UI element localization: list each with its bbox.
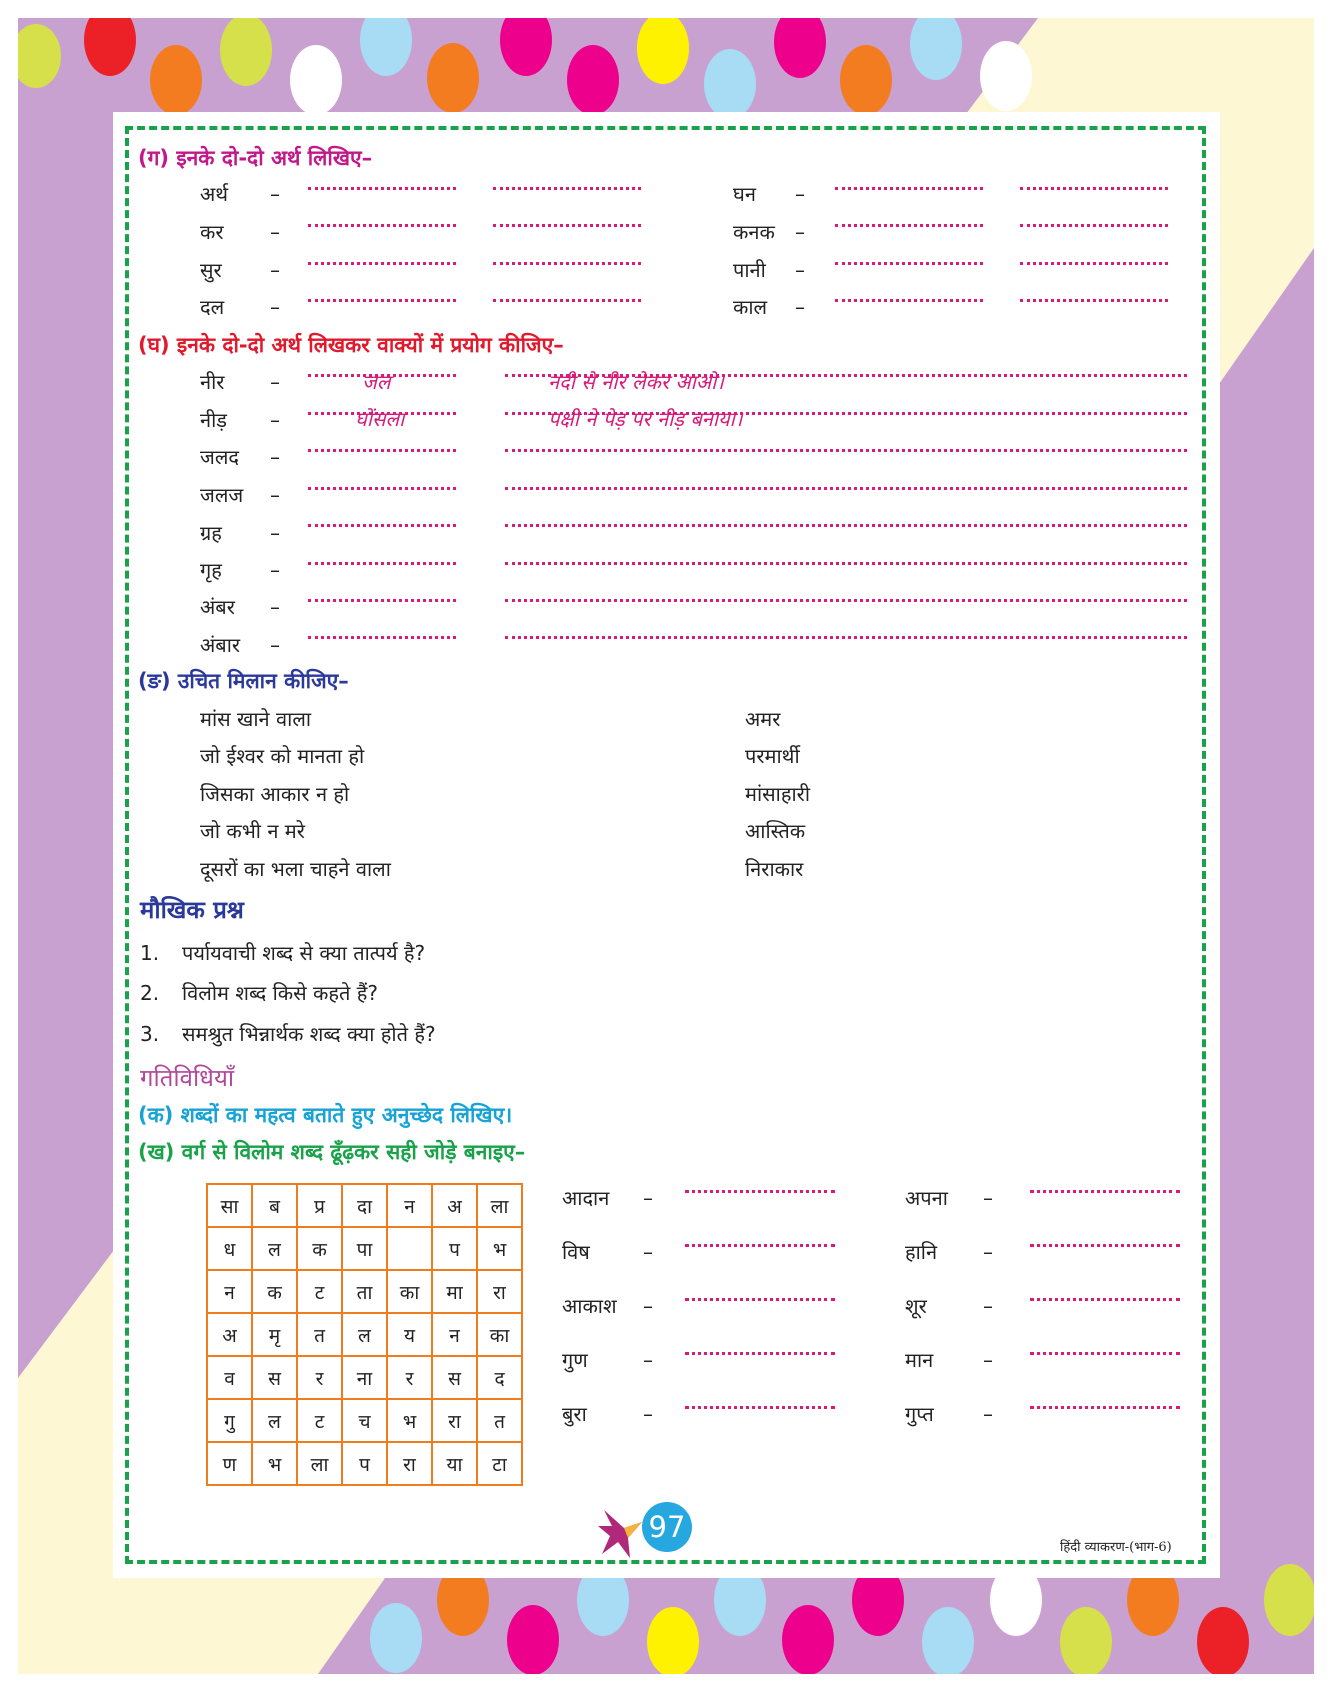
answer-blank[interactable]	[493, 187, 641, 190]
word: नीड़	[200, 408, 227, 432]
grid-cell[interactable]: ण	[207, 1442, 252, 1485]
sentence-blank[interactable]	[505, 449, 1187, 452]
grid-cell[interactable]: गु	[207, 1399, 252, 1442]
grid-cell[interactable]: र	[297, 1356, 342, 1399]
dash: –	[983, 1348, 993, 1372]
dash: –	[795, 220, 805, 244]
word: ग्रह	[200, 521, 222, 545]
antonym-blank[interactable]	[1030, 1190, 1180, 1193]
antonym-blank[interactable]	[685, 1298, 835, 1301]
answer-blank[interactable]	[493, 262, 641, 265]
dash: –	[270, 633, 280, 657]
grid-cell[interactable]: ना	[342, 1356, 387, 1399]
dash: –	[795, 258, 805, 282]
dash: –	[270, 558, 280, 582]
antonym-word: आकाश	[562, 1294, 617, 1318]
word: जलज	[200, 483, 244, 507]
word: गृह	[200, 558, 222, 582]
dash: –	[270, 220, 280, 244]
word: नीर	[200, 370, 225, 394]
grid-cell[interactable]: त	[477, 1399, 522, 1442]
antonym-word: गुप्त	[905, 1402, 934, 1426]
antonym-word: मान	[905, 1348, 934, 1372]
grid-cell[interactable]: प	[342, 1442, 387, 1485]
dash: –	[270, 595, 280, 619]
handwritten-sentence: पक्षी ने पेड़ पर नीड़ बनाया।	[548, 407, 743, 431]
dash: –	[643, 1348, 653, 1372]
dash: –	[270, 258, 280, 282]
question-number: 3.	[140, 1022, 160, 1046]
match-left-item: जो ईश्वर को मानता हो	[200, 744, 365, 768]
grid-cell[interactable]: टा	[477, 1442, 522, 1485]
antonym-blank[interactable]	[685, 1352, 835, 1355]
dash: –	[983, 1240, 993, 1264]
oral-question: समश्रुत भिन्नार्थक शब्द क्या होते हैं?	[182, 1022, 436, 1046]
grid-cell[interactable]: भ	[477, 1227, 522, 1270]
match-left-item: मांस खाने वाला	[200, 707, 312, 731]
grid-cell[interactable]: भ	[387, 1399, 432, 1442]
answer-blank[interactable]	[835, 299, 983, 302]
meaning-blank[interactable]	[308, 636, 456, 639]
match-right-item: मांसाहारी	[745, 782, 810, 806]
word: कर	[200, 220, 224, 244]
match-right-item: आस्तिक	[745, 819, 806, 843]
match-left-item: दूसरों का भला चाहने वाला	[200, 857, 391, 881]
page-number-badge: 97	[642, 1502, 692, 1552]
dash: –	[270, 182, 280, 206]
answer-blank[interactable]	[835, 224, 983, 227]
section-nga-heading: (ङ) उचित मिलान कीजिए–	[138, 669, 349, 693]
handwritten-meaning: जल	[362, 370, 391, 394]
grid-cell[interactable]: त	[297, 1313, 342, 1356]
dash: –	[983, 1186, 993, 1210]
grid-cell[interactable]: न	[387, 1184, 432, 1227]
answer-blank[interactable]	[1020, 224, 1168, 227]
match-left-item: जो कभी न मरे	[200, 819, 305, 843]
grid-cell[interactable]: ला	[477, 1184, 522, 1227]
grid-cell[interactable]: ट	[297, 1399, 342, 1442]
question-number: 2.	[140, 981, 160, 1005]
book-title-footer: हिंदी व्याकरण-(भाग-6)	[1060, 1540, 1172, 1555]
grid-cell[interactable]: या	[432, 1442, 477, 1485]
grid-cell[interactable]: ल	[342, 1313, 387, 1356]
sentence-blank[interactable]	[505, 562, 1187, 565]
word: सुर	[200, 258, 222, 282]
activity-ka: (क) शब्दों का महत्व बताते हुए अनुच्छेद लिखिए।	[138, 1103, 513, 1127]
word: दल	[200, 295, 225, 319]
grid-cell[interactable]	[387, 1227, 432, 1270]
answer-blank[interactable]	[308, 224, 456, 227]
word: घन	[733, 182, 756, 206]
word: अर्थ	[200, 182, 229, 206]
answer-blank[interactable]	[308, 262, 456, 265]
antonym-word: बुरा	[562, 1402, 587, 1426]
antonym-blank[interactable]	[1030, 1298, 1180, 1301]
question-number: 1.	[140, 941, 160, 965]
match-left-item: जिसका आकार न हो	[200, 782, 350, 806]
meaning-blank[interactable]	[308, 599, 456, 602]
dash: –	[270, 445, 280, 469]
grid-cell[interactable]: न	[432, 1313, 477, 1356]
grid-cell[interactable]: स	[252, 1356, 297, 1399]
antonym-blank[interactable]	[1030, 1406, 1180, 1409]
word: अंबार	[200, 633, 241, 657]
grid-cell[interactable]: क	[252, 1270, 297, 1313]
star-icon	[598, 1502, 646, 1562]
grid-cell[interactable]: मृ	[252, 1313, 297, 1356]
dash: –	[270, 295, 280, 319]
grid-cell[interactable]: र	[387, 1356, 432, 1399]
grid-cell[interactable]: रा	[387, 1442, 432, 1485]
meaning-blank[interactable]	[308, 449, 456, 452]
dash: –	[270, 370, 280, 394]
antonym-blank[interactable]	[685, 1406, 835, 1409]
grid-cell[interactable]: अ	[207, 1313, 252, 1356]
meaning-blank[interactable]	[308, 487, 456, 490]
grid-cell[interactable]: ला	[297, 1442, 342, 1485]
grid-cell[interactable]: ल	[252, 1227, 297, 1270]
antonym-word: विष	[562, 1240, 590, 1264]
grid-cell[interactable]: भ	[252, 1442, 297, 1485]
answer-blank[interactable]	[1020, 187, 1168, 190]
match-right-item: परमार्थी	[745, 744, 800, 768]
antonym-blank[interactable]	[685, 1244, 835, 1247]
section-gha-heading: (घ) इनके दो-दो अर्थ लिखकर वाक्यों में प्रयोग कीजिए–	[138, 333, 564, 357]
oral-question: पर्यायवाची शब्द से क्या तात्पर्य है?	[182, 941, 426, 965]
dash: –	[270, 408, 280, 432]
grid-cell[interactable]: य	[387, 1313, 432, 1356]
grid-cell[interactable]: न	[207, 1270, 252, 1313]
grid-cell[interactable]: प्र	[297, 1184, 342, 1227]
grid-cell[interactable]: च	[342, 1399, 387, 1442]
meaning-blank[interactable]	[308, 524, 456, 527]
word-search-grid	[206, 1183, 523, 1486]
dash: –	[643, 1294, 653, 1318]
grid-cell[interactable]: क	[297, 1227, 342, 1270]
sentence-blank[interactable]	[505, 636, 1187, 639]
oral-question: विलोम शब्द किसे कहते हैं?	[182, 981, 378, 1005]
word: पानी	[733, 258, 766, 282]
answer-blank[interactable]	[835, 187, 983, 190]
dash: –	[643, 1240, 653, 1264]
answer-blank[interactable]	[308, 299, 456, 302]
dash: –	[643, 1402, 653, 1426]
answer-blank[interactable]	[493, 299, 641, 302]
word: जलद	[200, 445, 240, 469]
match-right-item: निराकार	[745, 857, 804, 881]
word: कनक	[733, 220, 775, 244]
grid-cell[interactable]: सा	[207, 1184, 252, 1227]
grid-cell[interactable]: दा	[342, 1184, 387, 1227]
match-right-item: अमर	[745, 707, 781, 731]
grid-cell[interactable]: मा	[432, 1270, 477, 1313]
dash: –	[795, 182, 805, 206]
answer-blank[interactable]	[493, 224, 641, 227]
grid-cell[interactable]: ब	[252, 1184, 297, 1227]
activities-heading: गतिविधियाँ	[140, 1064, 235, 1092]
grid-cell[interactable]: रा	[477, 1270, 522, 1313]
antonym-blank[interactable]	[685, 1190, 835, 1193]
grid-cell[interactable]: ध	[207, 1227, 252, 1270]
dash: –	[270, 483, 280, 507]
sentence-blank[interactable]	[505, 487, 1187, 490]
answer-blank[interactable]	[1020, 262, 1168, 265]
word: काल	[733, 295, 768, 319]
grid-cell[interactable]: व	[207, 1356, 252, 1399]
dash: –	[643, 1186, 653, 1210]
grid-cell[interactable]: का	[477, 1313, 522, 1356]
grid-cell[interactable]: अ	[432, 1184, 477, 1227]
meaning-blank[interactable]	[308, 562, 456, 565]
handwritten-sentence: नदी से नीर लेकर आओ।	[548, 370, 724, 394]
word: अंबर	[200, 595, 235, 619]
antonym-word: हानि	[905, 1240, 938, 1264]
grid-cell[interactable]: द	[477, 1356, 522, 1399]
antonym-word: अपना	[905, 1186, 948, 1210]
grid-cell[interactable]: रा	[432, 1399, 477, 1442]
antonym-word: शूर	[905, 1294, 927, 1318]
activity-kha: (ख) वर्ग से विलोम शब्द ढूँढ़कर सही जोड़े बनाइए–	[138, 1140, 526, 1164]
dash: –	[270, 521, 280, 545]
grid-cell[interactable]: पा	[342, 1227, 387, 1270]
antonym-word: आदान	[562, 1186, 610, 1210]
dash: –	[983, 1294, 993, 1318]
answer-blank[interactable]	[835, 262, 983, 265]
section-ga-heading: (ग) इनके दो-दो अर्थ लिखिए–	[138, 146, 373, 170]
oral-questions-heading: मौखिक प्रश्न	[140, 896, 244, 924]
grid-cell[interactable]: स	[432, 1356, 477, 1399]
answer-blank[interactable]	[308, 187, 456, 190]
answer-blank[interactable]	[1020, 299, 1168, 302]
dash: –	[795, 295, 805, 319]
antonym-blank[interactable]	[1030, 1352, 1180, 1355]
grid-cell[interactable]: प	[432, 1227, 477, 1270]
antonym-word: गुण	[562, 1348, 588, 1372]
handwritten-meaning: घोंसला	[355, 407, 405, 431]
grid-cell[interactable]: ल	[252, 1399, 297, 1442]
grid-cell[interactable]: ट	[297, 1270, 342, 1313]
sentence-blank[interactable]	[505, 524, 1187, 527]
grid-cell[interactable]: का	[387, 1270, 432, 1313]
sentence-blank[interactable]	[505, 599, 1187, 602]
dash: –	[983, 1402, 993, 1426]
grid-cell[interactable]: ता	[342, 1270, 387, 1313]
antonym-blank[interactable]	[1030, 1244, 1180, 1247]
